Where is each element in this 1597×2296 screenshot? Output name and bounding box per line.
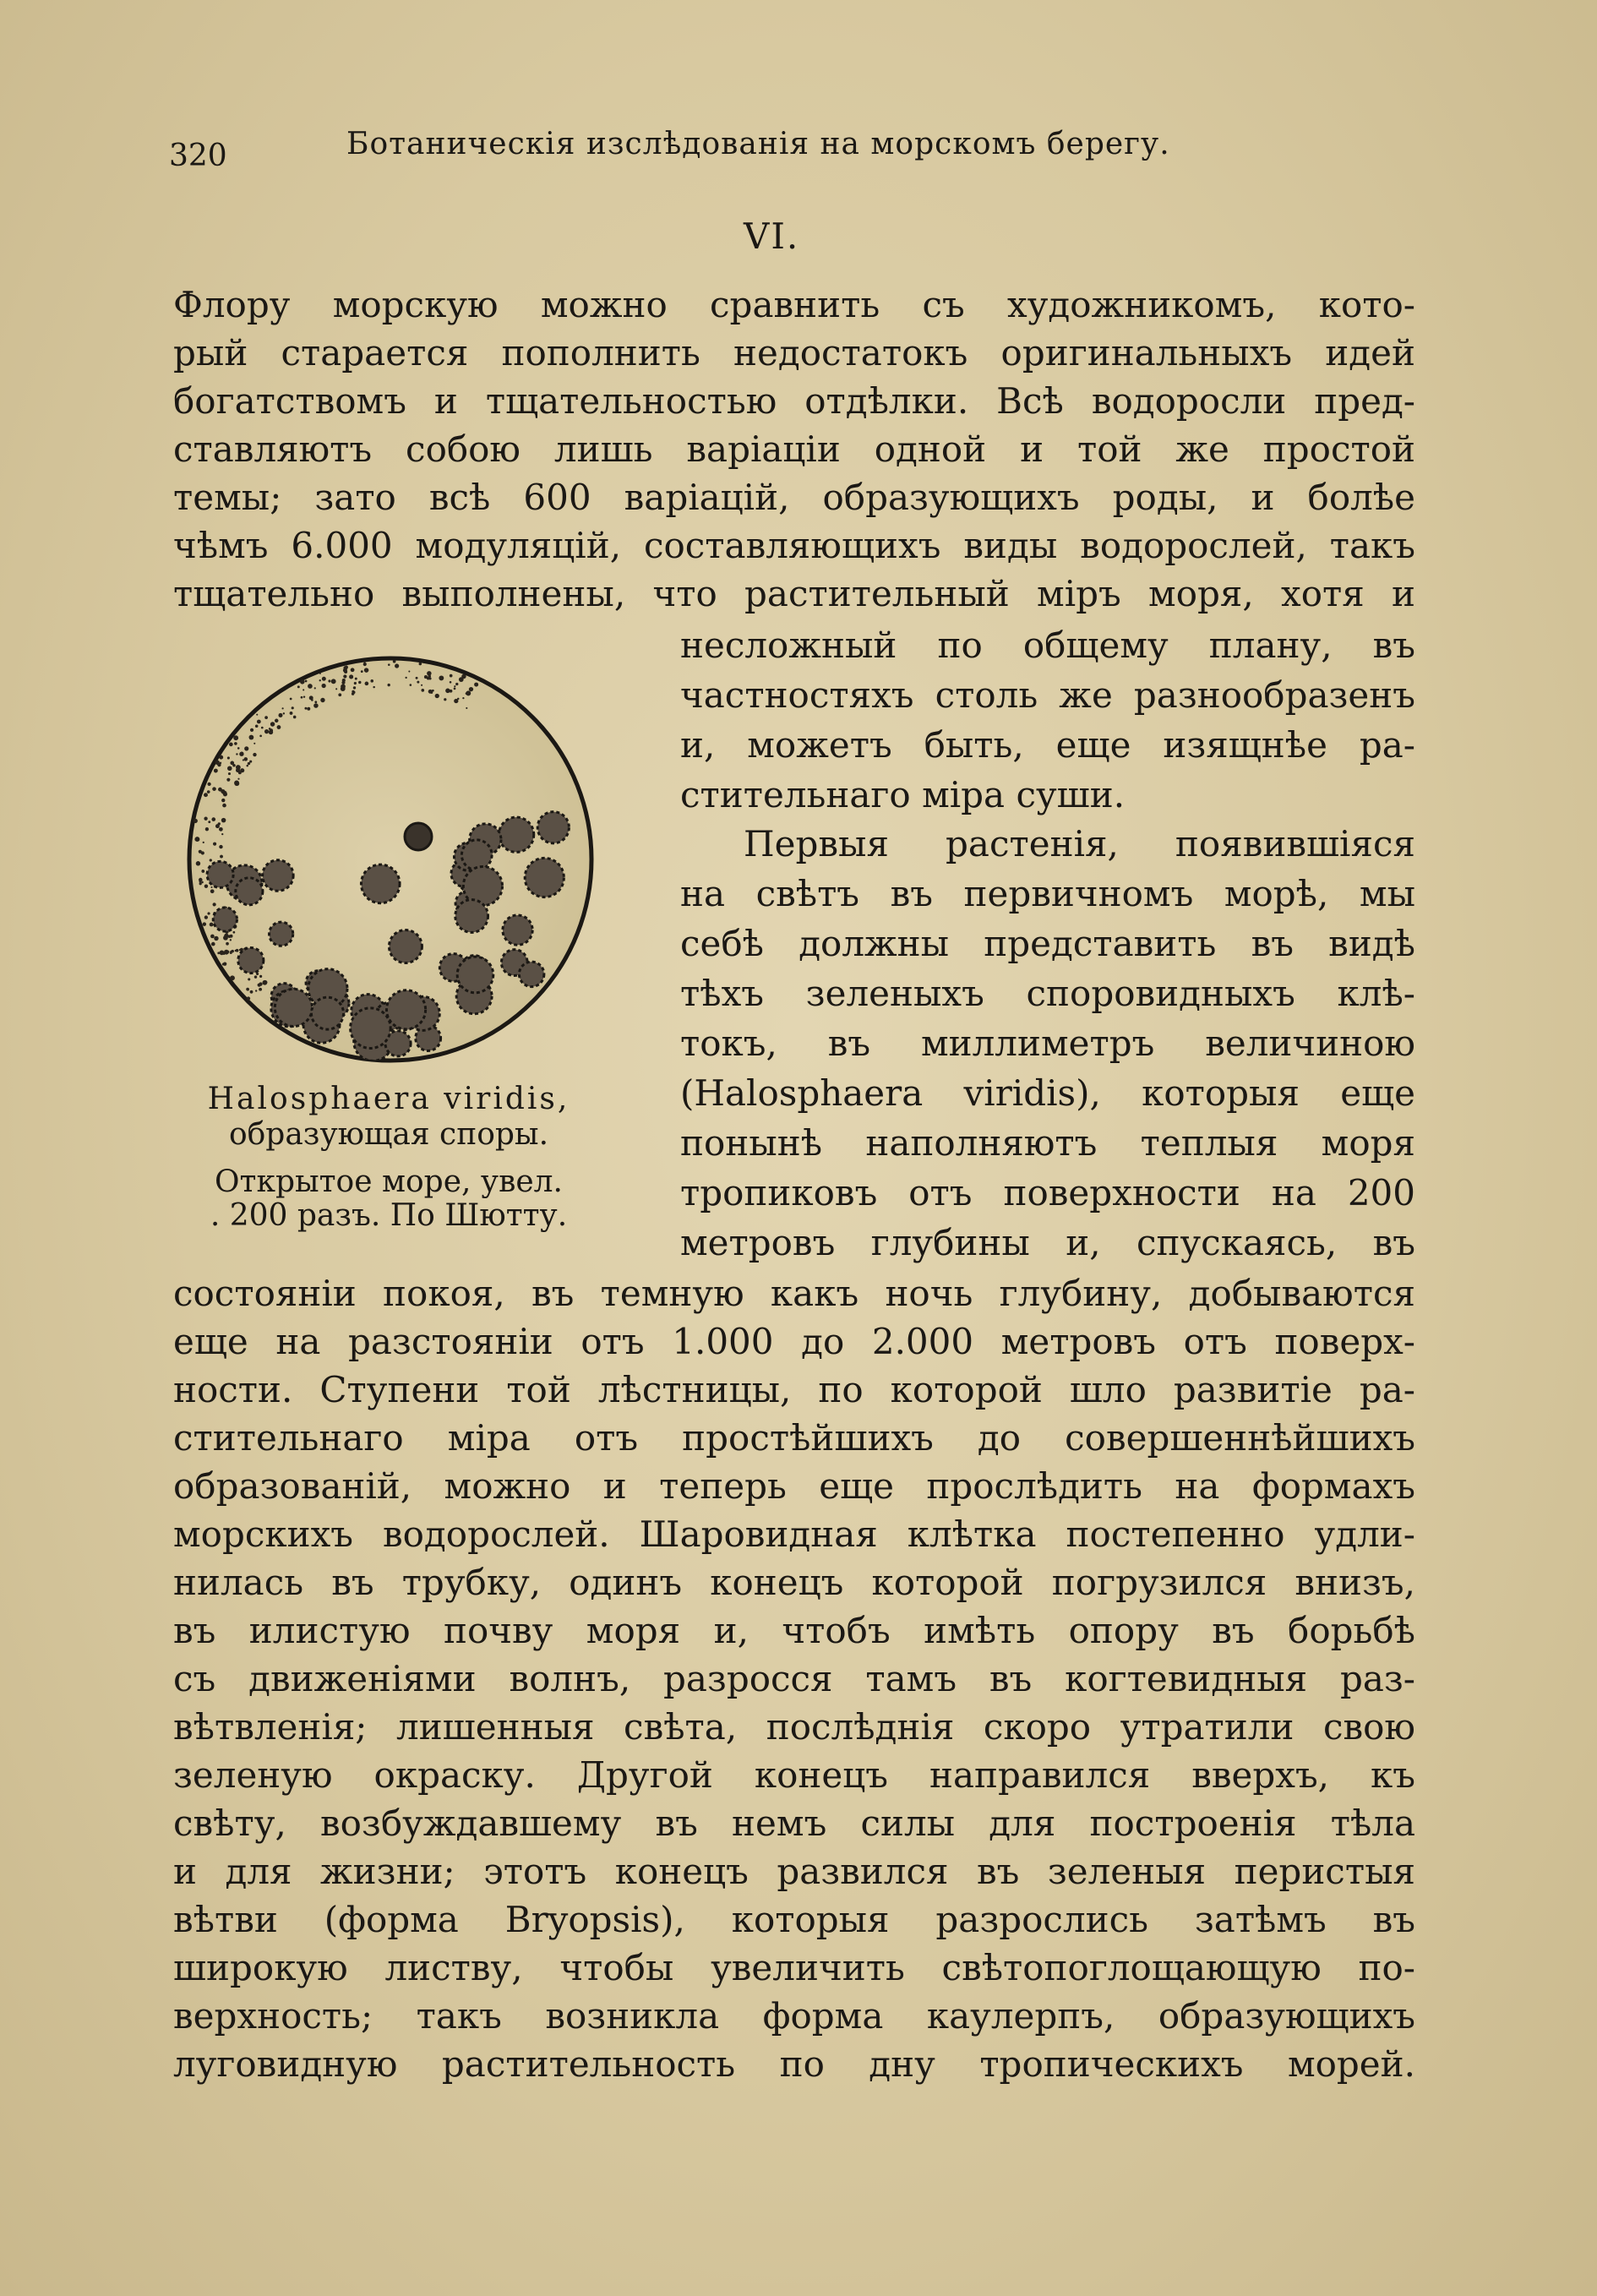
speckle-mark (373, 686, 374, 688)
speckle-mark (214, 936, 218, 941)
text-line: вѣтвленія; лишенныя свѣта, послѣднія скоро утратили свою (173, 1706, 1415, 1748)
speckle-mark (221, 833, 223, 835)
speckle-mark (253, 753, 256, 756)
text-line: богатствомъ и тщательностью отдѣлки. Всѣ водоросли пред- (173, 380, 1415, 422)
speckle-mark (204, 793, 208, 797)
spore-mark (461, 840, 492, 870)
speckle-mark (262, 980, 267, 985)
page-header (169, 127, 1487, 177)
speckle-mark (207, 783, 210, 786)
speckle-mark (354, 682, 357, 684)
text-line: Первыя растенія, появившіяся (744, 823, 1415, 864)
speckle-mark (236, 753, 237, 755)
speckle-mark (226, 942, 229, 946)
text-line: понынѣ наполняютъ теплыя моря (680, 1122, 1415, 1164)
spore-mark (503, 915, 532, 945)
speckle-mark (364, 668, 368, 672)
text-line: тропиковъ отъ поверхности на 200 (680, 1172, 1415, 1213)
text-line: (Halosphaera viridis), которыя еще (680, 1072, 1415, 1114)
running-title: Ботаническія изслѣдованія на морскомъ берегу. (346, 127, 1170, 161)
text-line: состояніи покоя, въ темную какъ ночь глубину, добываются (173, 1273, 1415, 1314)
speckle-mark (408, 671, 410, 673)
speckle-mark (319, 679, 321, 681)
spore-mark (389, 930, 422, 963)
figure-caption-line: образующая споры. (228, 1117, 549, 1152)
speckle-mark (303, 689, 304, 690)
speckle-mark (278, 713, 282, 717)
text-line: тѣхъ зеленыхъ споровидныхъ клѣ- (680, 973, 1415, 1014)
text-line: ставляютъ собою лишь варіаціи одной и той же простой (173, 428, 1415, 470)
text-line: и для жизни; этотъ конецъ развился въ зеленыя перистыя (173, 1851, 1415, 1892)
speckle-mark (277, 725, 281, 729)
speckle-mark (419, 663, 422, 666)
text-line: стительнаго міра суши. (680, 774, 1126, 815)
speckle-mark (454, 688, 456, 690)
speckle-mark (269, 730, 273, 734)
speckle-mark (219, 845, 222, 848)
speckle-mark (230, 951, 232, 952)
speckle-mark (203, 842, 204, 843)
speckle-mark (395, 663, 399, 668)
text-line: съ движеніями волнъ, разросся тамъ въ когтевидныя раз- (173, 1658, 1415, 1699)
speckle-mark (219, 755, 223, 760)
speckle-mark (220, 762, 221, 764)
spore-mark (311, 997, 343, 1029)
speckle-mark (343, 666, 347, 670)
speckle-mark (207, 790, 210, 794)
spore-mark (207, 861, 233, 887)
speckle-mark (292, 706, 294, 709)
text-line: луговидную растительность по дну тропическихъ морей. (173, 2043, 1415, 2085)
speckle-mark (314, 687, 316, 689)
text-line: и, можетъ быть, еще изящнѣе ра- (680, 724, 1415, 766)
speckle-mark (353, 686, 356, 689)
speckle-mark (264, 729, 269, 734)
speckle-mark (343, 674, 346, 678)
speckle-mark (218, 822, 221, 825)
speckle-mark (352, 690, 354, 693)
speckle-mark (290, 698, 292, 701)
speckle-mark (405, 677, 406, 679)
speckle-mark (429, 677, 432, 679)
speckle-mark (211, 817, 215, 821)
speckle-mark (281, 707, 283, 709)
speckle-mark (421, 689, 424, 692)
speckle-mark (363, 661, 365, 663)
speckle-mark (309, 695, 313, 700)
speckle-mark (210, 859, 212, 861)
speckle-mark (474, 683, 478, 687)
spore-mark (525, 858, 564, 897)
single-spore-mark (405, 823, 432, 850)
speckle-mark (214, 769, 218, 773)
speckle-mark (358, 681, 361, 684)
speckle-mark (219, 827, 223, 832)
speckle-mark (457, 698, 459, 700)
speckle-mark (342, 679, 346, 682)
speckle-mark (417, 681, 419, 684)
text-line: вѣтви (форма Bryopsis), которыя разрослись затѣмъ въ (173, 1899, 1415, 1940)
text-line: свѣту, возбуждавшему въ немъ силы для построенія тѣла (173, 1802, 1415, 1844)
text-line: тщательно выполнены, что растительный міръ моря, хотя и (173, 573, 1415, 614)
speckle-mark (228, 935, 232, 938)
text-line: верхность; такъ возникла форма каулерпъ, образующихъ (173, 1995, 1415, 2037)
text-line: на свѣтъ въ первичномъ морѣ, мы (680, 873, 1415, 914)
speckle-mark (293, 716, 297, 719)
speckle-mark (454, 685, 455, 687)
spore-mark (213, 908, 237, 931)
speckle-mark (227, 756, 230, 759)
spore-mark (351, 1008, 391, 1049)
speckle-mark (212, 787, 216, 791)
speckle-mark (439, 675, 444, 680)
text-line: метровъ глубины и, спускаясь, въ (680, 1222, 1415, 1263)
speckle-mark (249, 761, 252, 763)
speckle-mark (428, 690, 433, 694)
spore-mark (499, 817, 533, 852)
speckle-mark (466, 707, 467, 709)
spore-mark (270, 922, 293, 946)
text-line: въ илистую почву моря и, чтобъ имѣть опору въ борьбѣ (173, 1610, 1415, 1651)
speckle-mark (204, 915, 208, 919)
speckle-mark (355, 678, 357, 680)
text-line: токъ, въ миллиметръ величиною (680, 1023, 1415, 1064)
speckle-mark (259, 988, 262, 991)
text-line: морскихъ водорослей. Шаровидная клѣтка постепенно удли- (173, 1513, 1415, 1555)
text-line: чѣмъ 6.000 модуляцій, составляющихъ виды водорослей, такъ (173, 525, 1415, 566)
text-line: Флору морскую можно сравнить съ художникомъ, кото- (173, 284, 1415, 325)
speckle-mark (248, 978, 250, 980)
spore-mark (457, 957, 493, 993)
speckle-mark (370, 679, 373, 683)
speckle-mark (445, 689, 450, 694)
speckle-mark (232, 931, 235, 934)
speckle-mark (247, 996, 250, 1000)
speckle-mark (213, 903, 216, 906)
speckle-mark (226, 778, 230, 782)
speckle-mark (301, 696, 303, 699)
spore-mark (519, 962, 543, 986)
speckle-mark (234, 781, 239, 786)
speckle-mark (305, 680, 308, 683)
speckle-mark (222, 963, 225, 966)
figure-caption-species: Halosphaera viridis, (207, 1082, 570, 1116)
text-line: несложный по общему плану, въ (680, 624, 1415, 666)
speckle-mark (255, 990, 257, 991)
speckle-mark (210, 889, 215, 893)
speckle-mark (220, 855, 223, 859)
speckle-mark (217, 952, 220, 954)
speckle-mark (234, 742, 237, 745)
speckle-mark (275, 719, 279, 723)
speckle-mark (210, 886, 212, 888)
speckle-mark (246, 765, 248, 766)
speckle-mark (331, 679, 336, 684)
speckle-mark (224, 934, 228, 938)
speckle-mark (203, 922, 206, 925)
figure-caption-line: . 200 разъ. По Шютту. (210, 1198, 568, 1233)
speckle-mark (235, 950, 237, 952)
speckle-mark (253, 743, 255, 744)
speckle-mark (249, 735, 254, 740)
speckle-mark (221, 789, 225, 794)
speckle-mark (388, 684, 390, 686)
text-line: рый старается пополнить недостатокъ оригинальныхъ идей (173, 332, 1415, 374)
text-line: образованій, можно и теперь еще прослѣдить на формахъ (173, 1465, 1415, 1507)
speckle-mark (208, 821, 210, 823)
speckle-mark (261, 727, 264, 729)
speckle-mark (193, 819, 198, 823)
speckle-mark (435, 694, 439, 698)
spore-mark (537, 812, 569, 843)
speckle-mark (462, 676, 465, 679)
speckle-mark (227, 766, 232, 771)
text-line: ности. Ступени той лѣстницы, по которой шло развитіе ра- (173, 1369, 1415, 1410)
spore-mark (238, 947, 264, 973)
spore-mark (455, 900, 488, 933)
speckle-mark (230, 939, 232, 941)
speckle-mark (361, 670, 363, 673)
text-line: себѣ должны представить въ видѣ (680, 923, 1415, 964)
speckle-mark (307, 707, 310, 711)
speckle-mark (250, 990, 253, 994)
speckle-mark (338, 693, 341, 696)
speckle-mark (322, 677, 326, 681)
speckle-mark (248, 762, 250, 765)
speckle-mark (257, 720, 261, 724)
speckle-mark (351, 668, 355, 672)
speckle-mark (210, 935, 215, 939)
speckle-mark (258, 984, 261, 987)
text-line: нилась въ трубку, одинъ конецъ которой погрузился внизъ, (173, 1562, 1415, 1603)
speckle-mark (222, 804, 226, 808)
text-line: зеленую окраску. Другой конецъ направился вверхъ, къ (173, 1754, 1415, 1796)
speckle-mark (199, 878, 203, 882)
text-line: частностяхъ столь же разнообразенъ (680, 674, 1415, 716)
speckle-mark (427, 671, 431, 675)
speckle-mark (254, 975, 257, 978)
speckle-mark (410, 684, 412, 686)
speckle-mark (283, 712, 285, 714)
speckle-mark (243, 759, 244, 761)
speckle-mark (314, 701, 317, 703)
speckle-mark (341, 684, 346, 690)
speckle-mark (220, 951, 225, 956)
page-number: 320 (169, 139, 227, 173)
speckle-mark (259, 735, 262, 738)
text-line: темы; зато всѣ 600 варіацій, образующихъ роды, и болѣе (173, 477, 1415, 518)
speckle-mark (264, 716, 268, 719)
speckle-mark (210, 923, 214, 927)
spore-mark (275, 989, 312, 1026)
speckle-mark (462, 697, 464, 699)
speckle-mark (204, 817, 207, 821)
speckle-mark (388, 663, 390, 666)
speckle-mark (221, 818, 226, 823)
speckle-mark (248, 989, 249, 990)
speckle-mark (269, 728, 271, 730)
speckle-mark (221, 799, 225, 802)
speckle-mark (416, 677, 418, 679)
speckle-mark (335, 688, 337, 690)
speckle-mark (450, 674, 453, 678)
speckle-mark (230, 761, 234, 766)
speckle-mark (244, 757, 248, 761)
speckle-mark (393, 660, 396, 663)
text-line: широкую листву, чтобы увеличить свѣтопоглощающую по- (173, 1947, 1415, 1988)
spore-mark (263, 860, 294, 892)
speckle-mark (255, 724, 259, 728)
speckle-mark (450, 681, 452, 684)
speckle-mark (230, 975, 235, 980)
speckle-mark (321, 684, 325, 688)
section-heading: VI. (744, 215, 800, 257)
speckle-mark (313, 703, 319, 708)
spore-mark (386, 990, 425, 1029)
speckle-mark (290, 712, 293, 715)
figure-caption-line: Открытое море, увел. (215, 1164, 563, 1199)
speckle-mark (455, 683, 458, 685)
speckle-mark (233, 735, 238, 740)
speckle-mark (199, 882, 202, 885)
speckle-mark (236, 765, 241, 770)
speckle-mark (259, 975, 262, 978)
speckle-mark (363, 663, 367, 666)
speckle-mark (349, 674, 353, 679)
speckle-mark (240, 751, 243, 755)
speckle-mark (244, 746, 248, 750)
speckle-mark (237, 747, 240, 750)
speckle-mark (270, 722, 275, 726)
speckle-mark (421, 684, 422, 686)
speckle-mark (304, 707, 307, 710)
speckle-mark (308, 684, 313, 689)
speckle-mark (250, 728, 253, 732)
text-line: еще на разстояніи отъ 1.000 до 2.000 метровъ отъ поверх- (173, 1321, 1415, 1362)
speckle-mark (365, 682, 369, 686)
speckle-mark (297, 685, 300, 688)
spore-mark (236, 878, 263, 905)
speckle-mark (319, 673, 321, 674)
speckle-mark (229, 743, 233, 747)
speckle-mark (303, 695, 305, 697)
speckle-mark (207, 912, 210, 914)
speckle-mark (237, 778, 239, 780)
speckle-mark (256, 714, 258, 716)
speckle-mark (471, 688, 473, 690)
speckle-mark (204, 885, 208, 888)
speckle-mark (320, 698, 324, 702)
speckle-mark (196, 861, 200, 865)
speckle-mark (213, 843, 216, 846)
speckle-mark (228, 772, 231, 775)
speckle-mark (466, 690, 471, 695)
text-line: стительнаго міра отъ простѣйшихъ до совершеннѣйшихъ (173, 1417, 1415, 1459)
halosphaera-illustration (177, 655, 604, 1065)
speckle-mark (211, 942, 215, 946)
speckle-mark (194, 837, 199, 842)
spore-mark (361, 864, 400, 903)
speckle-mark (300, 679, 304, 684)
speckle-mark (201, 851, 204, 854)
speckle-mark (328, 679, 330, 682)
speckle-mark (205, 827, 209, 831)
speckle-mark (424, 675, 428, 679)
speckle-mark (215, 760, 220, 765)
speckle-mark (444, 698, 446, 701)
speckle-mark (202, 870, 204, 872)
